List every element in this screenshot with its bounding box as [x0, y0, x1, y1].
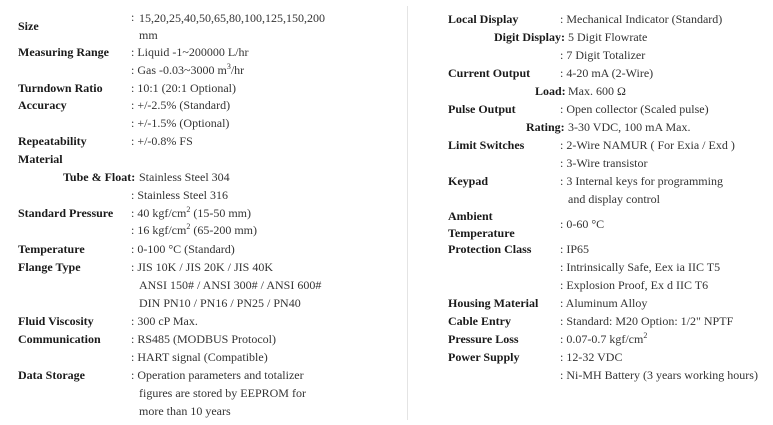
accuracy-label: Accuracy [18, 98, 67, 112]
limit-switches-label: Limit Switches [448, 138, 525, 152]
flange-type-value-1: : JIS 10K / JIS 20K / JIS 40K [131, 260, 274, 274]
protection-class-label: Protection Class [448, 242, 532, 256]
communication-label: Communication [18, 332, 101, 346]
standard-pressure-value-1: : 40 kgf/$cm^2$ (15-50 mm) [131, 205, 251, 220]
rating-label: Rating: [526, 120, 565, 134]
material-value-1: Stainless Steel 304 [139, 170, 230, 184]
digit-display-value-1: 5 Digit Flowrate [568, 30, 648, 44]
fluid-viscosity-label: Fluid Viscosity [18, 314, 94, 328]
ambient-label: Ambient [448, 209, 493, 223]
load-value: Max. 600 Ω [568, 84, 626, 98]
measuring-range-label: Measuring Range [18, 45, 109, 59]
cable-entry-label: Cable Entry [448, 314, 511, 328]
repeatability-label: Repeatability [18, 134, 87, 148]
column-divider [407, 6, 408, 420]
tube-float-label: Tube & Float: [63, 170, 136, 184]
pulse-output-label: Pulse Output [448, 102, 516, 116]
keypad-value-1: : 3 Internal keys for programming [560, 174, 723, 188]
pulse-output-value: : Open collector (Scaled pulse) [560, 102, 709, 116]
size-colon: : [131, 10, 135, 24]
protection-class-value-3: : Explosion Proof, Ex d IIC T6 [560, 278, 709, 292]
temperature-label: Temperature [18, 242, 85, 256]
size-value-1: 15,20,25,40,50,65,80,100,125,150,200 [139, 11, 325, 25]
housing-material-label: Housing Material [448, 296, 539, 310]
load-label: Load: [535, 84, 566, 98]
ambient-temperature-value: : 0-60 °C [560, 217, 605, 231]
communication-value-1: : RS485 (MODBUS Protocol) [131, 332, 277, 346]
data-storage-value-2: figures are stored by EEPROM for [139, 386, 306, 400]
fluid-viscosity-value: : 300 cP Max. [131, 314, 198, 328]
protection-class-value-1: : IP65 [560, 242, 590, 256]
size-value-2: mm [139, 28, 158, 42]
local-display-label: Local Display [448, 12, 519, 26]
temperature-value: : 0-100 °C (Standard) [131, 242, 235, 256]
local-display-value: : Mechanical Indicator (Standard) [560, 12, 723, 26]
keypad-value-2: and display control [568, 192, 660, 206]
standard-pressure-value-2: : 16 kgf/$cm^2$ (65-200 mm) [131, 222, 257, 237]
current-output-value: : 4-20 mA (2-Wire) [560, 66, 654, 80]
accuracy-optional: : +/-1.5% (Optional) [131, 116, 230, 130]
communication-value-2: : HART signal (Compatible) [131, 350, 268, 364]
limit-switches-value-1: : 2-Wire NAMUR ( For Exia / Exd ) [560, 138, 735, 152]
flange-type-label: Flange Type [18, 260, 81, 274]
rating-value: 3-30 VDC, 100 mA Max. [568, 120, 691, 134]
limit-switches-value-2: : 3-Wire transistor [560, 156, 648, 170]
flange-type-value-3: DIN PN10 / PN16 / PN25 / PN40 [139, 296, 301, 310]
digit-display-label: Digit Display: [494, 30, 566, 44]
data-storage-value-1: : Operation parameters and totalizer [131, 368, 304, 382]
digit-display-value-2: : 7 Digit Totalizer [560, 48, 646, 62]
measuring-range-gas: : Gas -0.03~3000 $m^3/hr$ [131, 62, 245, 77]
measuring-range-liquid: : Liquid -1~200000 L/hr [131, 45, 249, 59]
housing-material-value: : Aluminum Alloy [560, 296, 648, 310]
material-label: Material [18, 152, 63, 166]
data-storage-value-3: more than 10 years [139, 404, 231, 418]
ambient-temperature-label: Temperature [448, 226, 515, 240]
turndown-ratio-label: Turndown Ratio [18, 81, 103, 95]
material-value-2: : Stainless Steel 316 [131, 188, 228, 202]
keypad-label: Keypad [448, 174, 489, 188]
flange-type-value-2: ANSI 150# / ANSI 300# / ANSI 600# [139, 278, 322, 292]
power-supply-value-1: : 12-32 VDC [560, 350, 623, 364]
accuracy-standard: : +/-2.5% (Standard) [131, 98, 231, 112]
cable-entry-value: : Standard: M20 Option: 1/2" NPTF [560, 314, 734, 328]
protection-class-value-2: : Intrinsically Safe, Eex ia IIC T5 [560, 260, 721, 274]
turndown-ratio-value: : 10:1 (20:1 Optional) [131, 81, 236, 95]
power-supply-value-2: : Ni-MH Battery (3 years working hours) [560, 368, 758, 382]
size-label: Size [18, 19, 39, 33]
power-supply-label: Power Supply [448, 350, 520, 364]
pressure-loss-value: : 0.07-0.7 kgf/$cm^2$ [560, 331, 648, 346]
data-storage-label: Data Storage [18, 368, 85, 382]
pressure-loss-label: Pressure Loss [448, 332, 519, 346]
current-output-label: Current Output [448, 66, 531, 80]
standard-pressure-label: Standard Pressure [18, 206, 114, 220]
repeatability-value: : +/-0.8% FS [131, 134, 193, 148]
